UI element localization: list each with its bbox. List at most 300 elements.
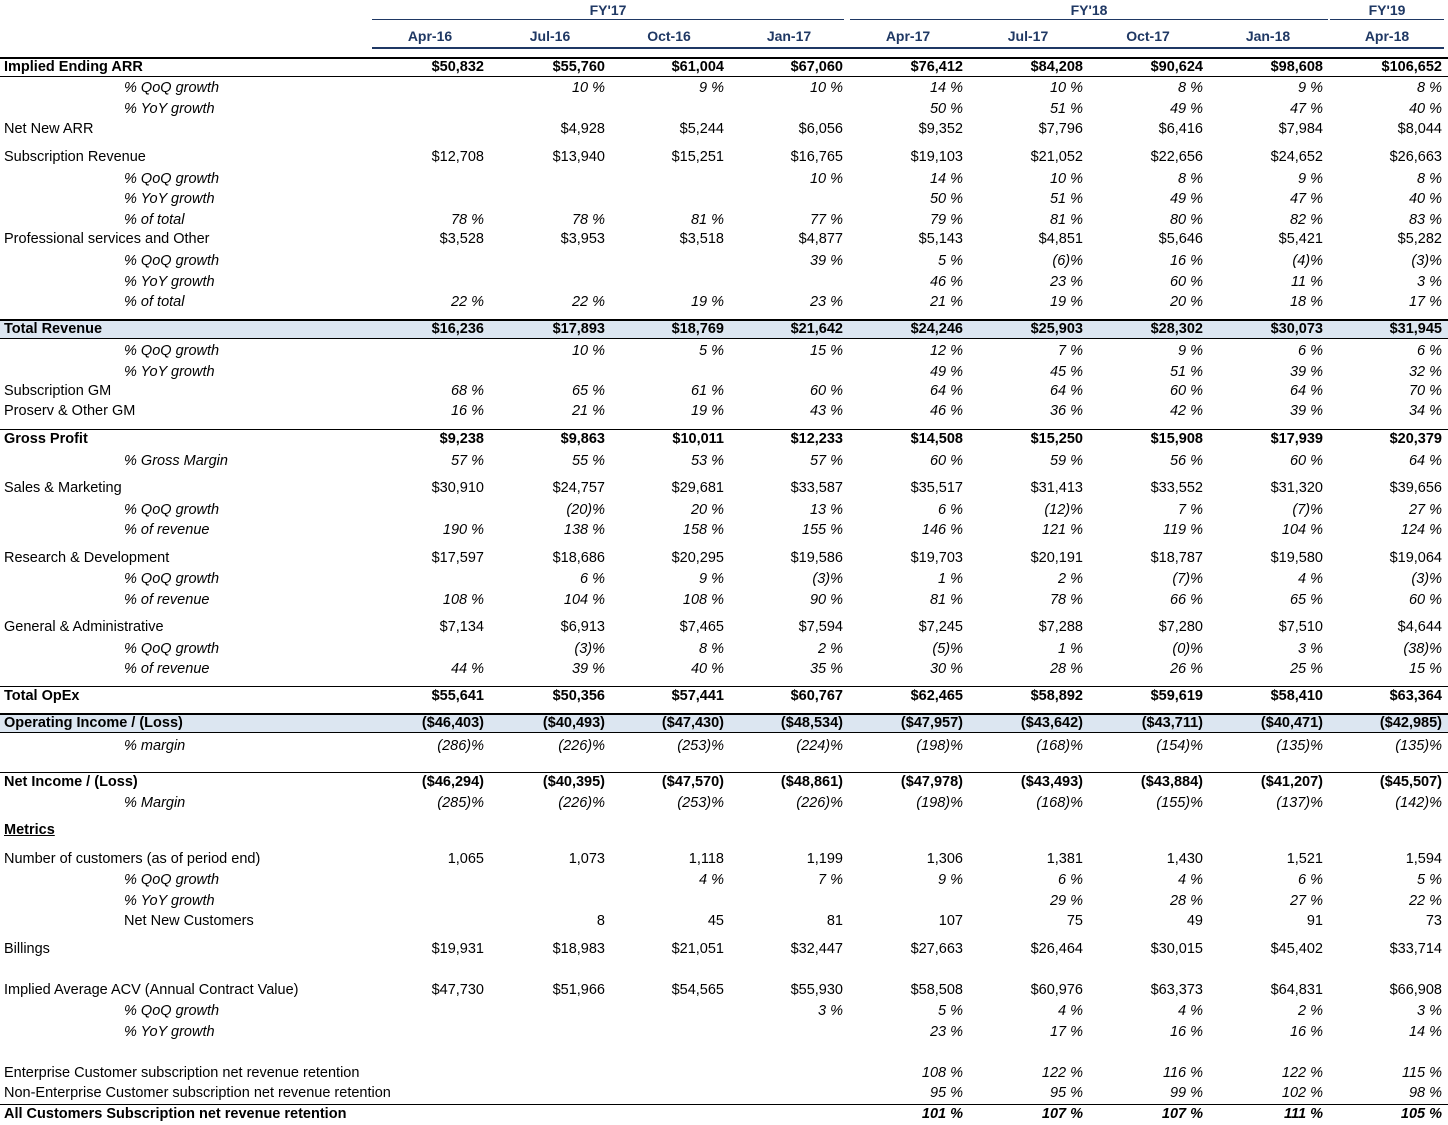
value-cell: (155)% — [1156, 795, 1203, 811]
value-cell: ($48,861) — [780, 774, 843, 790]
value-cell: 121 % — [1041, 522, 1083, 538]
value-cell: $21,052 — [1030, 149, 1083, 165]
table-row — [0, 79, 1448, 97]
table-row — [0, 319, 1448, 339]
row-label: Subscription Revenue — [4, 149, 146, 165]
value-cell: $106,652 — [1381, 59, 1442, 75]
value-cell: 56 % — [1169, 453, 1203, 469]
value-cell: 10 % — [809, 80, 843, 96]
value-cell: 35 % — [809, 661, 843, 677]
value-cell: 138 % — [563, 522, 605, 538]
value-cell: 1,381 — [1046, 851, 1083, 867]
value-cell: 107 % — [1161, 1106, 1203, 1122]
row-label: % of revenue — [124, 592, 210, 608]
value-cell: 43 % — [809, 403, 843, 419]
value-cell: 7 % — [1178, 502, 1203, 518]
value-cell: $21,642 — [790, 321, 843, 337]
value-cell: $12,233 — [790, 431, 843, 447]
value-cell: 18 % — [1289, 294, 1323, 310]
value-cell: (3)% — [1411, 571, 1442, 587]
period-header: Jul-16 — [529, 28, 571, 44]
table-row — [0, 521, 1448, 539]
value-cell: 51 % — [1169, 364, 1203, 380]
value-cell: 34 % — [1408, 403, 1442, 419]
value-cell: ($40,395) — [542, 774, 605, 790]
value-cell: 60 % — [929, 453, 963, 469]
value-cell: 10 % — [1049, 171, 1083, 187]
row-label: Number of customers (as of period end) — [4, 851, 261, 867]
value-cell: ($42,985) — [1379, 715, 1442, 731]
value-cell: 158 % — [682, 522, 724, 538]
table-row — [0, 821, 1448, 839]
value-cell: $18,787 — [1150, 550, 1203, 566]
value-cell: 40 % — [1408, 191, 1442, 207]
value-cell: $12,708 — [431, 149, 484, 165]
value-cell: (137)% — [1276, 795, 1323, 811]
table-row — [0, 591, 1448, 609]
value-cell: 49 % — [1169, 191, 1203, 207]
value-cell: (154)% — [1156, 738, 1203, 754]
value-cell: $33,552 — [1150, 480, 1203, 496]
value-cell: 115 % — [1401, 1065, 1442, 1081]
value-cell: $51,966 — [552, 982, 605, 998]
table-row — [0, 1002, 1448, 1020]
value-cell: $4,851 — [1038, 231, 1083, 247]
value-cell: 108 % — [442, 592, 484, 608]
period-header: Oct-16 — [647, 28, 691, 44]
value-cell: $17,597 — [431, 550, 484, 566]
value-cell: 1,199 — [806, 851, 843, 867]
value-cell: 1,521 — [1286, 851, 1323, 867]
value-cell: $13,940 — [552, 149, 605, 165]
value-cell: $31,945 — [1389, 321, 1442, 337]
value-cell: 27 % — [1408, 502, 1442, 518]
table-row — [0, 429, 1448, 448]
value-cell: 9 % — [1298, 171, 1323, 187]
value-cell: $7,594 — [798, 619, 843, 635]
value-cell: 3 % — [1417, 1003, 1442, 1019]
value-cell: $19,103 — [910, 149, 963, 165]
value-cell: 119 % — [1162, 522, 1203, 538]
value-cell: 95 % — [1049, 1085, 1083, 1101]
table-row — [0, 100, 1448, 118]
value-cell: 15 % — [809, 343, 843, 359]
table-row — [0, 1023, 1448, 1041]
value-cell: $7,796 — [1038, 121, 1083, 137]
value-cell: ($47,978) — [900, 774, 963, 790]
table-row — [0, 981, 1448, 999]
row-label: % QoQ growth — [124, 641, 220, 657]
value-cell: $58,892 — [1030, 688, 1083, 704]
value-cell: 42 % — [1169, 403, 1203, 419]
value-cell: 21 % — [571, 403, 605, 419]
value-cell: 45 — [707, 913, 724, 929]
value-cell: $19,586 — [790, 550, 843, 566]
table-row — [0, 686, 1448, 705]
value-cell: $20,191 — [1030, 550, 1083, 566]
value-cell: 8 % — [1417, 171, 1442, 187]
value-cell: $3,528 — [439, 231, 484, 247]
table-row — [0, 211, 1448, 229]
value-cell: 81 % — [690, 212, 724, 228]
row-label: % QoQ growth — [124, 253, 220, 269]
value-cell: $24,652 — [1270, 149, 1323, 165]
value-cell: (3)% — [812, 571, 843, 587]
table-row — [0, 190, 1448, 208]
value-cell: 6 % — [1298, 872, 1323, 888]
value-cell: (286)% — [437, 738, 484, 754]
table-row — [0, 363, 1448, 381]
table-row — [0, 230, 1448, 248]
value-cell: 102 % — [1281, 1085, 1323, 1101]
value-cell: 73 — [1425, 913, 1442, 929]
value-cell: $16,765 — [790, 149, 843, 165]
value-cell: $17,893 — [552, 321, 605, 337]
value-cell: $5,421 — [1278, 231, 1323, 247]
fiscal-year-rule — [1330, 19, 1444, 20]
value-cell: 90 % — [809, 592, 843, 608]
value-cell: 107 — [938, 913, 963, 929]
table-row — [0, 772, 1448, 791]
value-cell: 22 % — [1408, 893, 1442, 909]
value-cell: $28,302 — [1150, 321, 1203, 337]
table-row — [0, 1084, 1448, 1102]
value-cell: $7,465 — [679, 619, 724, 635]
value-cell: 15 % — [1408, 661, 1442, 677]
row-label: Net Income / (Loss) — [4, 774, 138, 790]
value-cell: 46 % — [929, 274, 963, 290]
value-cell: (142)% — [1395, 795, 1442, 811]
row-label: % QoQ growth — [124, 171, 220, 187]
value-cell: $5,143 — [918, 231, 963, 247]
value-cell: 10 % — [571, 80, 605, 96]
value-cell: 39 % — [1289, 364, 1323, 380]
value-cell: 81 % — [1049, 212, 1083, 228]
value-cell: 1,594 — [1405, 851, 1442, 867]
table-row — [0, 640, 1448, 658]
value-cell: $19,931 — [431, 941, 484, 957]
value-cell: $18,686 — [552, 550, 605, 566]
value-cell: 66 % — [1169, 592, 1203, 608]
value-cell: $55,930 — [790, 982, 843, 998]
value-cell: ($40,471) — [1260, 715, 1323, 731]
row-label: % of total — [124, 212, 185, 228]
value-cell: 11 % — [1291, 274, 1323, 290]
value-cell: $6,056 — [798, 121, 843, 137]
value-cell: 7 % — [1058, 343, 1083, 359]
value-cell: $31,413 — [1030, 480, 1083, 496]
value-cell: 39 % — [1289, 403, 1323, 419]
table-row — [0, 148, 1448, 166]
value-cell: 122 % — [1041, 1065, 1083, 1081]
value-cell: 14 % — [1408, 1024, 1442, 1040]
value-cell: 51 % — [1049, 191, 1083, 207]
value-cell: 10 % — [571, 343, 605, 359]
row-label: % of revenue — [124, 522, 210, 538]
table-row — [0, 549, 1448, 567]
value-cell: $4,928 — [560, 121, 605, 137]
table-row — [0, 940, 1448, 958]
value-cell: (198)% — [916, 738, 963, 754]
table-row — [0, 850, 1448, 868]
fiscal-year-label: FY'17 — [589, 2, 627, 18]
value-cell: $60,976 — [1030, 982, 1083, 998]
value-cell: 2 % — [1058, 571, 1083, 587]
table-row — [0, 892, 1448, 910]
value-cell: 59 % — [1049, 453, 1083, 469]
row-label: % QoQ growth — [124, 80, 220, 96]
row-label: % of revenue — [124, 661, 210, 677]
table-row — [0, 501, 1448, 519]
value-cell: 8 — [596, 913, 605, 929]
value-cell: 3 % — [1298, 641, 1323, 657]
period-header: Apr-16 — [407, 28, 453, 44]
value-cell: (168)% — [1036, 738, 1083, 754]
value-cell: 19 % — [1049, 294, 1083, 310]
value-cell: $50,832 — [431, 59, 484, 75]
value-cell: 101 % — [921, 1106, 963, 1122]
table-row — [0, 1064, 1448, 1082]
value-cell: 20 % — [690, 502, 724, 518]
fiscal-year-rule — [850, 19, 1328, 20]
value-cell: $4,877 — [798, 231, 843, 247]
value-cell: 77 % — [809, 212, 843, 228]
value-cell: (135)% — [1395, 738, 1442, 754]
value-cell: $35,517 — [910, 480, 963, 496]
fiscal-year-label: FY'18 — [1070, 2, 1108, 18]
value-cell: 9 % — [699, 571, 724, 587]
table-row — [0, 120, 1448, 138]
value-cell: $39,656 — [1389, 480, 1442, 496]
value-cell: $21,051 — [671, 941, 724, 957]
value-cell: 4 % — [1178, 872, 1203, 888]
value-cell: $10,011 — [672, 431, 724, 447]
table-row — [0, 342, 1448, 360]
value-cell: 45 % — [1049, 364, 1083, 380]
value-cell: 23 % — [809, 294, 843, 310]
value-cell: $57,441 — [671, 688, 724, 704]
value-cell: $98,608 — [1270, 59, 1323, 75]
value-cell: 4 % — [1298, 571, 1323, 587]
value-cell: 12 % — [929, 343, 963, 359]
table-row — [0, 252, 1448, 270]
period-header: Jan-17 — [766, 28, 812, 44]
value-cell: 6 % — [1058, 872, 1083, 888]
value-cell: 51 % — [1049, 101, 1083, 117]
value-cell: $19,703 — [910, 550, 963, 566]
value-cell: ($41,207) — [1260, 774, 1323, 790]
value-cell: $7,280 — [1158, 619, 1203, 635]
value-cell: (226)% — [558, 795, 605, 811]
value-cell: 27 % — [1289, 893, 1323, 909]
period-header: Apr-17 — [885, 28, 931, 44]
value-cell: $63,373 — [1150, 982, 1203, 998]
header-rule — [372, 47, 1444, 49]
value-cell: $90,624 — [1150, 59, 1203, 75]
value-cell: $32,447 — [790, 941, 843, 957]
value-cell: 105 % — [1400, 1106, 1442, 1122]
value-cell: (226)% — [558, 738, 605, 754]
value-cell: 40 % — [690, 661, 724, 677]
value-cell: 124 % — [1400, 522, 1442, 538]
table-row — [0, 170, 1448, 188]
value-cell: 190 % — [442, 522, 484, 538]
value-cell: 64 % — [1289, 383, 1323, 399]
period-header: Jan-18 — [1245, 28, 1291, 44]
value-cell: 49 % — [1169, 101, 1203, 117]
value-cell: 9 % — [1298, 80, 1323, 96]
value-cell: ($43,642) — [1020, 715, 1083, 731]
value-cell: 16 % — [450, 403, 484, 419]
row-label: Net New ARR — [4, 121, 94, 137]
value-cell: (7)% — [1172, 571, 1203, 587]
value-cell: $19,064 — [1389, 550, 1442, 566]
value-cell: $29,681 — [671, 480, 724, 496]
value-cell: $9,238 — [439, 431, 484, 447]
value-cell: 10 % — [1049, 80, 1083, 96]
value-cell: (4)% — [1292, 253, 1323, 269]
value-cell: 16 % — [1169, 1024, 1203, 1040]
value-cell: 80 % — [1169, 212, 1203, 228]
row-label: % Gross Margin — [124, 453, 228, 469]
value-cell: $20,379 — [1389, 431, 1442, 447]
value-cell: 65 % — [1289, 592, 1323, 608]
row-label: Billings — [4, 941, 50, 957]
value-cell: 19 % — [690, 294, 724, 310]
value-cell: 82 % — [1289, 212, 1323, 228]
row-label: Non-Enterprise Customer subscription net revenue retention — [4, 1085, 391, 1101]
value-cell: 116 % — [1162, 1065, 1203, 1081]
value-cell: 17 % — [1408, 294, 1442, 310]
row-label: % YoY growth — [124, 1024, 215, 1040]
row-label: % QoQ growth — [124, 571, 220, 587]
row-label: % Margin — [124, 795, 186, 811]
value-cell: 60 % — [1408, 592, 1442, 608]
table-row — [0, 570, 1448, 588]
row-label: Operating Income / (Loss) — [4, 715, 183, 731]
value-cell: 60 % — [809, 383, 843, 399]
row-label: % of total — [124, 294, 185, 310]
value-cell: 40 % — [1408, 101, 1442, 117]
row-label: % YoY growth — [124, 191, 215, 207]
value-cell: 91 — [1306, 913, 1323, 929]
table-row — [0, 293, 1448, 311]
value-cell: ($47,570) — [661, 774, 724, 790]
table-row — [0, 57, 1448, 77]
row-label: Sales & Marketing — [4, 480, 122, 496]
value-cell: $5,282 — [1397, 231, 1442, 247]
table-row — [0, 479, 1448, 497]
value-cell: $18,769 — [671, 321, 724, 337]
value-cell: 70 % — [1408, 383, 1442, 399]
value-cell: 78 % — [1049, 592, 1083, 608]
value-cell: ($45,507) — [1379, 774, 1442, 790]
row-label: % QoQ growth — [124, 343, 220, 359]
value-cell: $3,953 — [560, 231, 605, 247]
row-label: % QoQ growth — [124, 1003, 220, 1019]
value-cell: (135)% — [1276, 738, 1323, 754]
value-cell: $14,508 — [910, 431, 963, 447]
value-cell: $7,510 — [1278, 619, 1323, 635]
value-cell: $76,412 — [910, 59, 963, 75]
fiscal-year-rule — [372, 19, 844, 20]
value-cell: 1 % — [1058, 641, 1083, 657]
table-row — [0, 273, 1448, 291]
value-cell: ($40,493) — [542, 715, 605, 731]
row-label: % YoY growth — [124, 364, 215, 380]
value-cell: 5 % — [938, 253, 963, 269]
row-label: Research & Development — [4, 550, 170, 566]
value-cell: (6)% — [1052, 253, 1083, 269]
value-cell: $4,644 — [1397, 619, 1442, 635]
table-row — [0, 452, 1448, 470]
value-cell: 55 % — [571, 453, 605, 469]
value-cell: 29 % — [1049, 893, 1083, 909]
value-cell: $60,767 — [790, 688, 843, 704]
value-cell: $54,565 — [671, 982, 724, 998]
row-label: Net New Customers — [124, 913, 254, 929]
value-cell: $33,714 — [1389, 941, 1442, 957]
value-cell: 64 % — [1049, 383, 1083, 399]
value-cell: (20)% — [566, 502, 605, 518]
row-label: Implied Ending ARR — [4, 59, 143, 75]
value-cell: 155 % — [801, 522, 843, 538]
value-cell: 1,306 — [926, 851, 963, 867]
row-label: Gross Profit — [4, 431, 88, 447]
value-cell: 107 % — [1041, 1106, 1083, 1122]
value-cell: ($47,430) — [661, 715, 724, 731]
value-cell: $24,757 — [552, 480, 605, 496]
value-cell: ($46,403) — [421, 715, 484, 731]
value-cell: 8 % — [1417, 80, 1442, 96]
value-cell: ($47,957) — [900, 715, 963, 731]
table-row — [0, 1104, 1448, 1123]
value-cell: 22 % — [571, 294, 605, 310]
value-cell: (5)% — [932, 641, 963, 657]
value-cell: (0)% — [1172, 641, 1203, 657]
value-cell: 39 % — [809, 253, 843, 269]
value-cell: (253)% — [677, 738, 724, 754]
value-cell: $19,580 — [1270, 550, 1323, 566]
row-label: Enterprise Customer subscription net revenue retention — [4, 1065, 360, 1081]
table-row — [0, 713, 1448, 733]
row-label: Professional services and Other — [4, 231, 210, 247]
value-cell: 32 % — [1408, 364, 1442, 380]
value-cell: 104 % — [563, 592, 605, 608]
value-cell: $26,663 — [1389, 149, 1442, 165]
value-cell: 46 % — [929, 403, 963, 419]
value-cell: $31,320 — [1270, 480, 1323, 496]
value-cell: 14 % — [929, 171, 963, 187]
value-cell: $27,663 — [910, 941, 963, 957]
value-cell: 111 % — [1284, 1106, 1323, 1122]
value-cell: 98 % — [1408, 1085, 1442, 1101]
value-cell: (198)% — [916, 795, 963, 811]
value-cell: $22,656 — [1150, 149, 1203, 165]
value-cell: 64 % — [1408, 453, 1442, 469]
value-cell: 10 % — [809, 171, 843, 187]
value-cell: 47 % — [1289, 101, 1323, 117]
value-cell: 9 % — [938, 872, 963, 888]
value-cell: 1,430 — [1166, 851, 1203, 867]
value-cell: 2 % — [818, 641, 843, 657]
value-cell: (7)% — [1292, 502, 1323, 518]
value-cell: 108 % — [921, 1065, 963, 1081]
value-cell: 3 % — [1417, 274, 1442, 290]
value-cell: 50 % — [929, 101, 963, 117]
value-cell: 146 % — [921, 522, 963, 538]
value-cell: 47 % — [1289, 191, 1323, 207]
